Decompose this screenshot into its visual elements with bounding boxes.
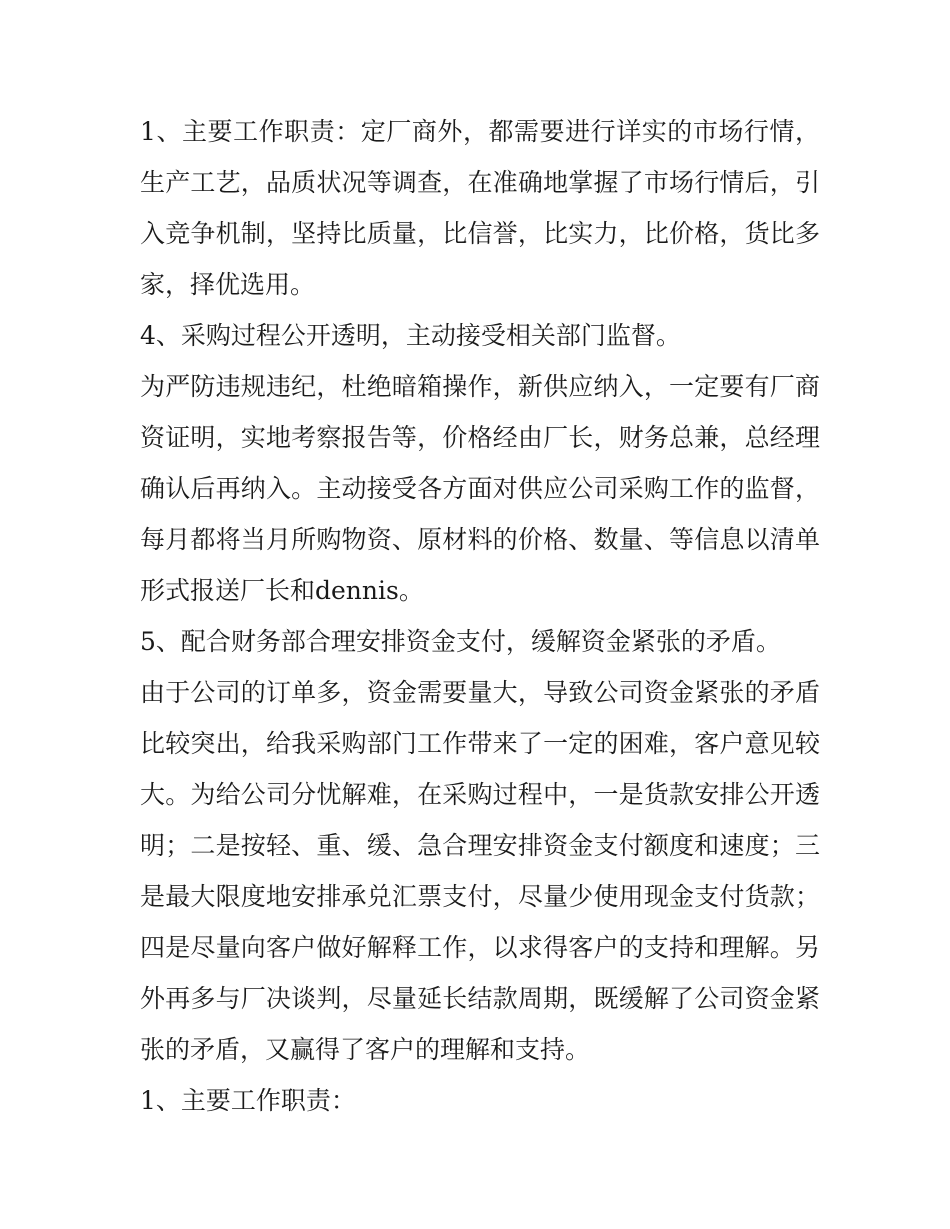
paragraph-finance-cooperation-body: 由于公司的订单多，资金需要量大，导致公司资金紧张的矛盾比较突出，给我采购部门工作带来了一定的困难，客户意见较大。为给公司分忧解难，在采购过程中，一是货款安排公开透明；二是按轻、重、缓、急合理安排资金支付额度和速度；三是最大限度地安排承兑汇票支付，尽量少使用现金支付货款；四是尽量向客户做好解释工作，以求得客户的支持和理解。另外再多与厂决谈判，尽量延长结款周期，既缓解了公司资金紧张的矛盾，又赢得了客户的理解和支持。 bbox=[140, 678, 820, 1064]
document-body bbox=[140, 106, 820, 1126]
paragraph-procurement-transparency-heading: 4、采购过程公开透明，主动接受相关部门监督。 bbox=[140, 321, 681, 350]
paragraph-finance-cooperation-heading: 5、配合财务部合理安排资金支付，缓解资金紧张的矛盾。 bbox=[140, 627, 781, 656]
paragraph-duties-heading: 1、主要工作职责： bbox=[140, 1086, 356, 1115]
paragraph-procurement-transparency-body: 为严防违规违纪，杜绝暗箱操作，新供应纳入，一定要有厂商资证明，实地考察报告等，价格经由厂长，财务总兼，总经理确认后再纳入。主动接受各方面对供应公司采购工作的监督，每月都将当月所购物资、原材料的价格、数量、等信息以清单形式报送厂长和dennis。 bbox=[140, 372, 820, 605]
paragraph-duties-intro: 1、主要工作职责：定厂商外，都需要进行详实的市场行情，生产工艺，品质状况等调查，在准确地掌握了市场行情后，引入竞争机制，坚持比质量，比信誉，比实力，比价格，货比多家，择优选用。 bbox=[140, 117, 820, 299]
